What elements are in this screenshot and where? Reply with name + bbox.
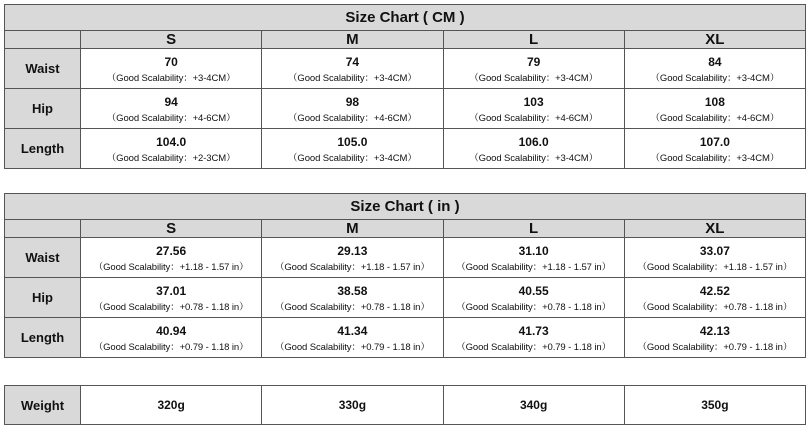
measure-value: 94 [164, 94, 178, 109]
measure-cell [443, 238, 624, 278]
row-label-hip: Hip [5, 278, 81, 318]
scalability-note: （Good Scalability：+1.18 - 1.57 in） [456, 261, 611, 273]
measure-value: 106.0 [518, 134, 549, 149]
measure-value: 29.13 [337, 243, 368, 258]
measure-value: 103 [523, 94, 544, 109]
measure-value: 33.07 [699, 243, 730, 258]
scalability-note: （Good Scalability：+4-6CM） [650, 112, 780, 124]
measure-cell [262, 89, 443, 129]
measure-cell [443, 89, 624, 129]
measure-cell [624, 89, 805, 129]
weight-table [4, 385, 806, 425]
scalability-note: （Good Scalability：+2-3CM） [106, 152, 236, 164]
corner-cell [5, 31, 81, 49]
measure-cell [81, 49, 262, 89]
table-row [5, 278, 806, 318]
size-chart-cm-table [4, 4, 806, 169]
weight-value-l: 340g [443, 386, 624, 425]
measure-value: 79 [526, 54, 541, 69]
measure-cell [262, 49, 443, 89]
scalability-note: （Good Scalability：+4-6CM） [288, 112, 417, 124]
scalability-note: （Good Scalability：+0.78 - 1.18 in） [456, 301, 611, 313]
row-label-length: Length [5, 129, 81, 169]
row-label-hip: Hip [5, 89, 81, 129]
size-header-l: L [443, 220, 624, 238]
measure-cell [262, 129, 443, 169]
size-header-l: L [443, 31, 624, 49]
measure-value: 40.94 [156, 323, 187, 338]
size-chart-in-title: Size Chart ( in ) [5, 194, 806, 220]
table-row [5, 49, 806, 89]
size-header-s: S [81, 31, 262, 49]
size-header-m: M [262, 31, 443, 49]
measure-cell [262, 278, 443, 318]
table-row [5, 318, 806, 358]
row-label-waist: Waist [5, 238, 81, 278]
size-header-s: S [81, 220, 262, 238]
measure-value: 41.73 [518, 323, 549, 338]
measure-value: 27.56 [156, 243, 187, 258]
measure-cell [624, 49, 805, 89]
measure-cell [81, 238, 262, 278]
table-row [5, 129, 806, 169]
measure-cell [81, 129, 262, 169]
weight-value-xl: 350g [624, 386, 805, 425]
measure-value: 40.55 [518, 283, 549, 298]
scalability-note: （Good Scalability：+4-6CM） [106, 112, 236, 124]
row-label-weight: Weight [5, 386, 81, 425]
measure-cell [624, 318, 805, 358]
measure-cell [443, 49, 624, 89]
scalability-note: （Good Scalability：+0.79 - 1.18 in） [93, 341, 249, 353]
scalability-note: （Good Scalability：+3-4CM） [288, 72, 417, 84]
measure-value: 41.34 [337, 323, 368, 338]
measure-cell [262, 238, 443, 278]
scalability-note: （Good Scalability：+0.78 - 1.18 in） [93, 301, 249, 313]
scalability-note: （Good Scalability：+3-4CM） [469, 152, 598, 164]
measure-cell [262, 318, 443, 358]
scalability-note: （Good Scalability：+0.79 - 1.18 in） [456, 341, 611, 353]
measure-cell [624, 278, 805, 318]
measure-cell [443, 129, 624, 169]
weight-value-m: 330g [262, 386, 443, 425]
size-header-xl: XL [624, 31, 805, 49]
table-row [5, 89, 806, 129]
measure-value: 84 [708, 54, 722, 69]
measure-cell [81, 278, 262, 318]
scalability-note: （Good Scalability：+1.18 - 1.57 in） [637, 261, 793, 273]
measure-value: 42.52 [699, 283, 730, 298]
table-row [5, 238, 806, 278]
table-row [5, 386, 806, 425]
weight-value-s: 320g [81, 386, 262, 425]
measure-value: 37.01 [156, 283, 187, 298]
scalability-note: （Good Scalability：+1.18 - 1.57 in） [274, 261, 430, 273]
scalability-note: （Good Scalability：+0.78 - 1.18 in） [274, 301, 430, 313]
scalability-note: （Good Scalability：+0.79 - 1.18 in） [274, 341, 430, 353]
measure-cell [624, 129, 805, 169]
measure-value: 38.58 [337, 283, 368, 298]
measure-cell [443, 278, 624, 318]
corner-cell [5, 220, 81, 238]
row-label-length: Length [5, 318, 81, 358]
scalability-note: （Good Scalability：+1.18 - 1.57 in） [93, 261, 249, 273]
row-label-waist: Waist [5, 49, 81, 89]
scalability-note: （Good Scalability：+0.79 - 1.18 in） [637, 341, 793, 353]
measure-value: 104.0 [156, 134, 187, 149]
size-header-xl: XL [624, 220, 805, 238]
measure-value: 70 [164, 54, 178, 69]
measure-value: 74 [345, 54, 360, 69]
scalability-note: （Good Scalability：+3-4CM） [650, 72, 780, 84]
scalability-note: （Good Scalability：+3-4CM） [469, 72, 598, 84]
measure-value: 98 [345, 94, 360, 109]
size-header-m: M [262, 220, 443, 238]
measure-cell [81, 318, 262, 358]
measure-value: 107.0 [699, 134, 730, 149]
scalability-note: （Good Scalability：+3-4CM） [288, 152, 417, 164]
scalability-note: （Good Scalability：+3-4CM） [650, 152, 780, 164]
measure-cell [81, 89, 262, 129]
measure-value: 42.13 [699, 323, 730, 338]
measure-value: 108 [704, 94, 725, 109]
size-chart-in-table [4, 193, 806, 358]
measure-cell [443, 318, 624, 358]
size-chart-cm-title: Size Chart ( CM ) [5, 5, 806, 31]
scalability-note: （Good Scalability：+3-4CM） [106, 72, 236, 84]
scalability-note: （Good Scalability：+4-6CM） [469, 112, 598, 124]
measure-cell [624, 238, 805, 278]
scalability-note: （Good Scalability：+0.78 - 1.18 in） [637, 301, 793, 313]
measure-value: 31.10 [518, 243, 549, 258]
measure-value: 105.0 [337, 134, 368, 149]
